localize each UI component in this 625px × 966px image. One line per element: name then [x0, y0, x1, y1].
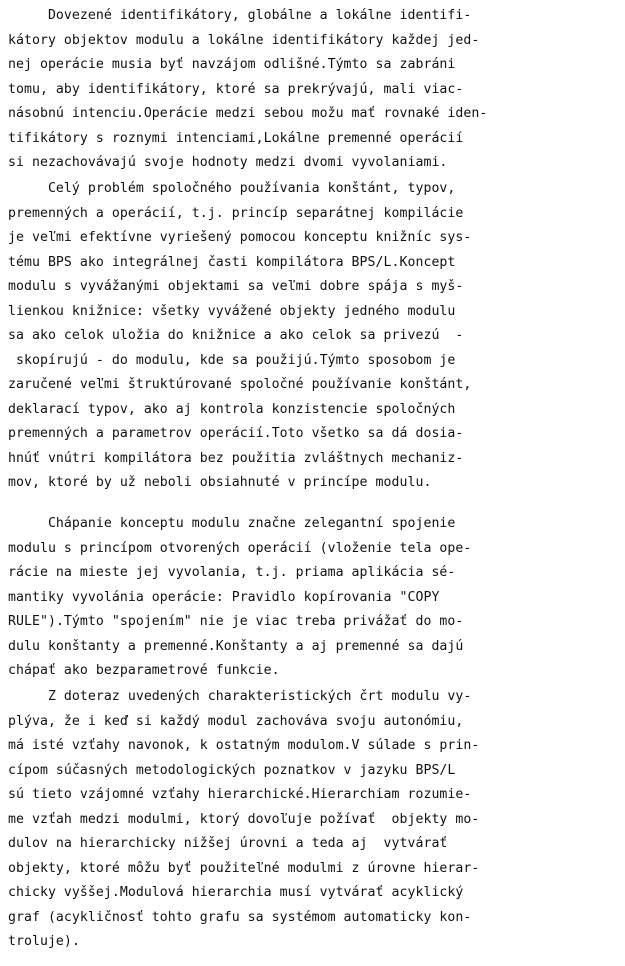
text-line: násobnú intenciu.Operácie medzi sebou možu mať rovnaké iden- [8, 106, 488, 121]
text-line: dulu konštanty a premenné.Konštanty a aj premenné sa dajú [8, 638, 464, 654]
text-line: dulov na hierarchicky nižšej úrovni a teda aj vytvárať [8, 836, 448, 851]
text-line: Celý problém spoločného používania konštánt, typov, [8, 181, 456, 196]
text-line: modulu s vyvážanými objektami sa veľmi dobre spája s myš- [8, 279, 464, 294]
text-line: mantiky vyvolánia operácie: Pravidlo kopírovania "COPY [8, 589, 440, 605]
text-line: kátory objektov modulu a lokálne identifikátory každej jed- [8, 32, 480, 48]
text-line: me vzťah medzi modulmi, ktorý dovoľuje požívať objekty mo- [8, 811, 480, 827]
text-line: Dovezené identifikátory, globálne a lokálne identifi- [8, 8, 472, 23]
text-line: rácie na mieste jej vyvolania, t.j. priama aplikácia sé- [8, 565, 456, 580]
text-line: troluje). [8, 934, 80, 949]
text-line: Z doteraz uvedených charakteristických črt modulu vy- [8, 689, 472, 704]
text-line: má isté vzťahy navonok, k ostatným modulom.V súlade s prin- [8, 738, 480, 753]
text-line: hnúť vnútri kompilátora bez použitia zvláštnych mechaniz- [8, 450, 464, 466]
text-line: graf (acykličnosť tohto grafu sa systémom automaticky kon- [8, 909, 472, 925]
text-line: cípom súčasných metodologických poznatkov v jazyku BPS/L [8, 762, 456, 778]
text-line: deklarací typov, ako aj kontrola konzistencie spoločných [8, 401, 456, 417]
text-line: tomu, aby identifikátory, ktoré sa prekrývajú, mali viac- [8, 81, 464, 97]
text-line: modulu s princípom otvorených operácií (vloženie tela ope- [8, 540, 472, 556]
text-line: objekty, ktoré môžu byť použiteľné modulmi z úrovne hierar- [8, 860, 480, 876]
text-line: Chápanie konceptu modulu značne zelegantní spojenie [8, 516, 456, 531]
text-line: chápať ako bezparametrové funkcie. [8, 663, 280, 678]
text-line: sa ako celok uložia do knižnice a ako celok sa privezú - [8, 328, 464, 343]
text-line: skopírujú - do modulu, kde sa použijú.Týmto sposobom je [8, 352, 456, 368]
text-line: je veľmi efektívne vyriešený pomocou konceptu knižníc sys- [8, 230, 472, 245]
text-line: chicky vyššej.Modulová hierarchia musí vytvárať acyklický [8, 885, 464, 900]
text-line: nej operácie musia byť navzájom odlišné.Týmto sa zabráni [8, 57, 456, 72]
text-line: zaručené veľmi štruktúrované spoločné používanie konštánt, [8, 377, 472, 392]
text-line: RULE").Týmto "spojením" nie je viac treba privážať do mo- [8, 614, 464, 629]
text-line: si nezachovávajú svoje hodnoty medzi dvomi vyvolaniami. [8, 155, 448, 170]
text-line: premenných a parametrov operácií.Toto všetko sa dá dosia- [8, 426, 464, 441]
text-line: tému BPS ako integrálnej časti kompilátora BPS/L.Koncept [8, 254, 456, 270]
text-line: plýva, že i keď si každý modul zachováva svoju autonómiu, [8, 713, 464, 729]
text-line: premenných a operácií, t.j. princíp separátnej kompilácie [8, 205, 464, 221]
text-line: tifikátory s roznymi intenciami,Lokálne premenné operácií [8, 130, 464, 146]
text-line: mov, ktoré by už neboli obsiahnuté v princípe modulu. [8, 475, 432, 490]
text-line: sú tieto vzájomné vzťahy hierarchické.Hierarchiam rozumie- [8, 787, 472, 802]
text-line: lienkou knižnice: všetky vyvážené objekty jedného modulu [8, 303, 456, 319]
